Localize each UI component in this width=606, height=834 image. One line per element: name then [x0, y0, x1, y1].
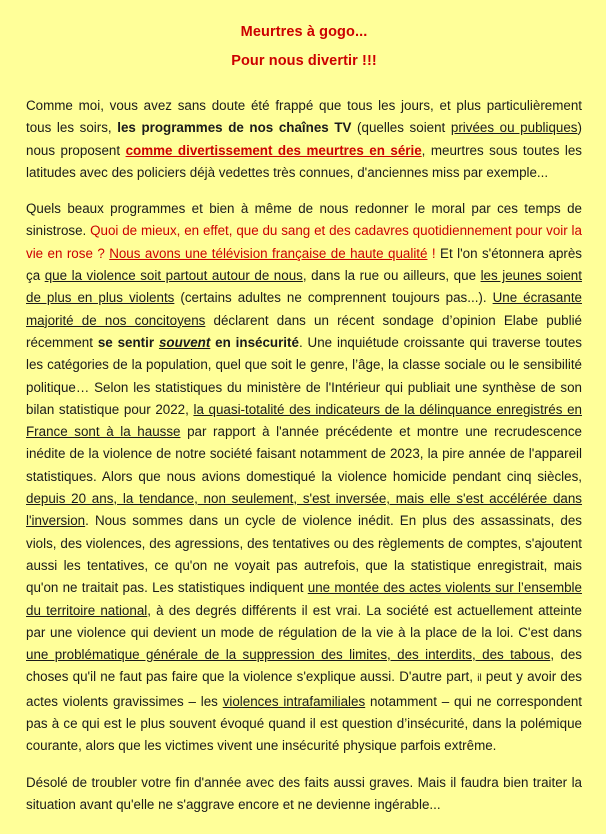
p2-red-underline-television: Nous avons une télévision française de haute qualité: [109, 245, 428, 261]
p1-text-1: Comme moi, vous avez sans doute été frappé que tous les jours, et plus particulièrement tous les soirs,: [26, 98, 582, 136]
p3-text-1: Désolé de troubler votre fin d'année avec des faits aussi graves. Mais il faudra bien traiter la situation avant qu'elle ne s'aggrave encore et ne devienne ingérable...: [26, 774, 582, 812]
p2-bold-se-sentir: se sentir: [97, 334, 159, 350]
p2-underline-violences-intrafamiliales: violences intrafamiliales: [222, 693, 366, 709]
p1-text-5: ) nous proposent: [26, 120, 582, 158]
p2-bold-italic-underline-souvent: souvent: [158, 334, 211, 350]
p1-text-7: , meurtres sous toutes les latitudes avec des policiers déjà vedettes très connues, d'anciennes miss par exemple...: [26, 142, 583, 180]
paragraph-3: [26, 772, 582, 817]
title-line-1: Meurtres à gogo...: [240, 24, 368, 40]
p2-text-9: (certains adultes ne comprennent toujours pas...).: [174, 290, 493, 306]
p2-underline-montee-actes-violents: une montée des actes violents sur l’ensemble du territoire national: [26, 580, 582, 618]
p1-bold-programmes: les programmes de nos chaînes TV: [117, 120, 352, 136]
p1-text-3: (quelles soient: [351, 120, 451, 136]
p2-underline-quasi-totalite: la quasi-totalité des indicateurs de la délinquance enregistrés en France sont à la hausse: [26, 401, 582, 440]
p2-red-quoi-de-mieux: Quoi de mieux, en effet, que du sang et des cadavres quotidiennement pour voir la vie en rose ?: [26, 223, 582, 261]
p2-underline-depuis-20-ans: depuis 20 ans, la tendance, non seulement, s'est inversée, mais elle s'est accélérée dans l'inversion: [26, 491, 582, 529]
p2-text-11: déclarent dans un récent sondage d’opinion Elabe publié récemment: [26, 312, 582, 350]
title-line-2: Pour nous divertir !!!: [231, 53, 377, 69]
p2-text-23: , des choses qu'il ne faut pas faire que la violence s'explique aussi. D'autre part,: [26, 647, 583, 685]
document-title-block: [26, 20, 582, 73]
p2-text-21: , à des degrés différents il est vrai. La société est actuellement atteinte par une violence qui devient un mode de régulation de la vie à la place de la loi. C'est dans: [26, 602, 583, 640]
p2-underline-problematique-generale: une problématique générale de la suppression des limites, des interdits, des tabous: [26, 647, 551, 663]
p2-text-19: . Nous sommes dans un cycle de violence inédit. En plus des assassinats, des viols, des violences, des agressions, des tentatives ou des règlements de comptes, s'ajoutent aussi les tentatives, ce qu'on ne voyait pas autrefois, que la statistique enregistrait, mais qu'on ne traitait pas. Les statistiques indiquent: [26, 513, 582, 596]
p1-red-bold-underline-divertissement: comme divertissement des meurtres en série: [125, 142, 422, 158]
p2-underline-violence-partout: que la violence soit partout autour de nous: [44, 268, 303, 284]
paragraph-2: [26, 198, 582, 757]
p2-text-7: , dans la rue ou ailleurs, que: [302, 268, 481, 284]
p2-red-exclamation: !: [427, 245, 436, 261]
p1-underline-privees: privées ou publiques: [450, 120, 578, 136]
p2-text-15: . Une inquiétude croissante qui traverse toutes les catégories de la population, quel que soit le genre, l’âge, la classe sociale ou le sensibilité politique… Selon les statistiques du ministère de l'Intérieur qui publiait une synthèse de son bilan statistique pour 2022,: [26, 334, 582, 417]
p2-small-il: il: [477, 673, 482, 685]
p2-underline-ecrasante-majorite: Une écrasante majorité de nos concitoyens: [26, 290, 582, 328]
paragraph-1: [26, 95, 582, 184]
p2-underline-jeunes-violents: les jeunes soient de plus en plus violents: [26, 268, 582, 306]
p2-text-27: notamment – qui ne correspondent pas à ce qui est le plus souvent évoqué quand il est question d’insécurité, dans la polémique courante, alors que les victimes vivent une insécurité physique parfois extrême.: [26, 693, 583, 754]
p2-bold-en-insecurite: en insécurité: [210, 334, 299, 350]
p2-text-17: par rapport à l'année précédente et montre une recrudescence inédite de la violence de notre société faisant notamment de 2023, la pire année de l'appareil statistiques. Alors que nous avions domestiqué la violence homicide pendant cinq siècles,: [26, 424, 582, 484]
p2-text-5: Et l'on s'étonnera après ça: [26, 245, 582, 284]
p2-text-1: Quels beaux programmes et bien à même de nous redonner le moral par ces temps de sinistrose.: [26, 201, 582, 239]
p2-text-25: peut y avoir des actes violents gravissimes – les: [26, 669, 582, 709]
